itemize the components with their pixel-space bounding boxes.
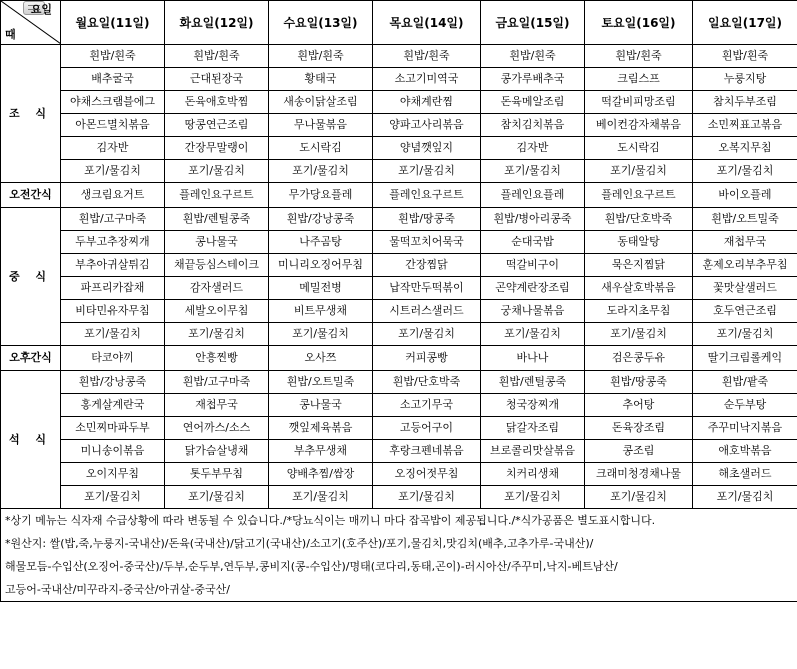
menu-item: 세발오이무침	[165, 300, 269, 323]
menu-item: 딸기크림롤케익	[693, 346, 797, 371]
day-header: 화요일(12일)	[165, 1, 269, 45]
menu-item: 포기/물김치	[269, 160, 373, 183]
menu-item: 흰밥/오트밀죽	[693, 208, 797, 231]
menu-item: 호두연근조림	[693, 300, 797, 323]
menu-item: 검은콩두유	[585, 346, 693, 371]
menu-item: 청국장찌개	[481, 394, 585, 417]
meal-label: 오후간식	[1, 346, 61, 371]
menu-item: 애호박볶음	[693, 440, 797, 463]
menu-item: 깻잎제육볶음	[269, 417, 373, 440]
menu-item: 파프리카잡채	[61, 277, 165, 300]
menu-item: 포기/물김치	[481, 323, 585, 346]
menu-item: 플레인요구르트	[585, 183, 693, 208]
menu-item: 새우살호박볶음	[585, 277, 693, 300]
menu-item: 참치김치볶음	[481, 114, 585, 137]
menu-item: 궁채나물볶음	[481, 300, 585, 323]
menu-row	[1, 371, 797, 394]
menu-item: 포기/물김치	[585, 486, 693, 509]
menu-row	[1, 160, 797, 183]
menu-item: 닭갈자조림	[481, 417, 585, 440]
menu-row	[1, 45, 797, 68]
note-row	[1, 509, 797, 533]
menu-item: 콩조림	[585, 440, 693, 463]
menu-item: 플레인요구르트	[373, 183, 481, 208]
menu-item: 흰밥/흰죽	[693, 45, 797, 68]
meal-label: 중 식	[1, 208, 61, 346]
menu-item: 포기/물김치	[693, 323, 797, 346]
menu-item: 플레인요플레	[481, 183, 585, 208]
menu-item: 플레인요구르트	[165, 183, 269, 208]
menu-row	[1, 394, 797, 417]
menu-item: 포기/물김치	[269, 486, 373, 509]
menu-item: 흰밥/강낭콩죽	[269, 208, 373, 231]
menu-item: 포기/물김치	[693, 486, 797, 509]
menu-item: 고등어구이	[373, 417, 481, 440]
menu-item: 미니송이볶음	[61, 440, 165, 463]
meal-label: 조 식	[1, 45, 61, 183]
note-text: *원산지: 쌀(밥,죽,누룽지-국내산)/돈육(국내산)/닭고기(국내산)/소고기(호주산)/포기,물김치,맛김치(배추,고추가루-국내산)/	[1, 532, 797, 555]
menu-item: 흰밥/흰죽	[481, 45, 585, 68]
menu-item: 포기/물김치	[61, 323, 165, 346]
menu-item: 양배추찜/쌈장	[269, 463, 373, 486]
menu-item: 비트무생채	[269, 300, 373, 323]
menu-row	[1, 417, 797, 440]
day-header: 월요일(11일)	[61, 1, 165, 45]
menu-item: 김자반	[481, 137, 585, 160]
menu-item: 흰밥/흰죽	[269, 45, 373, 68]
menu-item: 브로콜리맛살볶음	[481, 440, 585, 463]
menu-item: 타코야끼	[61, 346, 165, 371]
menu-item: 간장무말랭이	[165, 137, 269, 160]
menu-item: 야채스크램블에그	[61, 91, 165, 114]
menu-item: 시트러스샐러드	[373, 300, 481, 323]
menu-item: 흰밥/땅콩죽	[373, 208, 481, 231]
menu-item: 바나나	[481, 346, 585, 371]
menu-item: 포기/물김치	[585, 323, 693, 346]
menu-item: 김자반	[61, 137, 165, 160]
meal-label: 석 식	[1, 371, 61, 509]
menu-item: 떡갈비피망조림	[585, 91, 693, 114]
menu-item: 소민찌마파두부	[61, 417, 165, 440]
menu-item: 오사쯔	[269, 346, 373, 371]
menu-item: 베이컨감자채볶음	[585, 114, 693, 137]
menu-item: 떡갈비구이	[481, 254, 585, 277]
menu-item: 포기/물김치	[165, 160, 269, 183]
menu-item: 포기/물김치	[373, 486, 481, 509]
header-row	[1, 1, 797, 45]
menu-item: 도시락김	[269, 137, 373, 160]
menu-item: 감자샐러드	[165, 277, 269, 300]
menu-item: 크림스프	[585, 68, 693, 91]
menu-item: 소고기미역국	[373, 68, 481, 91]
menu-item: 톳두부무침	[165, 463, 269, 486]
menu-item: 동태알탕	[585, 231, 693, 254]
menu-row	[1, 208, 797, 231]
menu-item: 커피콩빵	[373, 346, 481, 371]
menu-item: 소민찌표고볶음	[693, 114, 797, 137]
menu-item: 땅콩연근조림	[165, 114, 269, 137]
menu-item: 흰밥/땅콩죽	[585, 371, 693, 394]
menu-item: 납작만두떡볶이	[373, 277, 481, 300]
corner-cell	[1, 1, 61, 45]
menu-item: 바이오플레	[693, 183, 797, 208]
menu-item: 참치두부조림	[693, 91, 797, 114]
menu-row	[1, 300, 797, 323]
menu-item: 후랑크펜네볶음	[373, 440, 481, 463]
menu-item: 연어까스/소스	[165, 417, 269, 440]
note-row	[1, 532, 797, 555]
note-row	[1, 578, 797, 602]
menu-item: 오이지무침	[61, 463, 165, 486]
note-text: 고등어-국내산/미꾸라지-중국산/아귀살-중국산/	[1, 578, 797, 602]
menu-item: 오복지무침	[693, 137, 797, 160]
menu-item: 안흥찐빵	[165, 346, 269, 371]
menu-item: 포기/물김치	[585, 160, 693, 183]
menu-item: 양파고사리볶음	[373, 114, 481, 137]
menu-item: 포기/물김치	[165, 486, 269, 509]
meal-label: 오전간식	[1, 183, 61, 208]
menu-row	[1, 231, 797, 254]
menu-item: 무나물볶음	[269, 114, 373, 137]
menu-item: 포기/물김치	[269, 323, 373, 346]
menu-item: 부추무생채	[269, 440, 373, 463]
menu-item: 순대국밥	[481, 231, 585, 254]
menu-row	[1, 254, 797, 277]
menu-item: 양념깻잎지	[373, 137, 481, 160]
day-header: 목요일(14일)	[373, 1, 481, 45]
menu-item: 근대된장국	[165, 68, 269, 91]
menu-row	[1, 323, 797, 346]
menu-item: 포기/물김치	[693, 160, 797, 183]
menu-item: 꽃맛살샐러드	[693, 277, 797, 300]
menu-item: 미니리오징어무침	[269, 254, 373, 277]
menu-item: 야채계란찜	[373, 91, 481, 114]
menu-item: 훈제오리부추무침	[693, 254, 797, 277]
corner-day-label: 요일	[30, 3, 52, 16]
menu-row	[1, 183, 797, 208]
menu-item: 흰밥/고구마죽	[61, 208, 165, 231]
menu-item: 흰밥/흰죽	[373, 45, 481, 68]
menu-row	[1, 137, 797, 160]
menu-row	[1, 440, 797, 463]
day-header: 금요일(15일)	[481, 1, 585, 45]
menu-row	[1, 114, 797, 137]
menu-item: 포기/물김치	[373, 323, 481, 346]
menu-item: 돈육메알조림	[481, 91, 585, 114]
corner-time-label: 때	[5, 28, 16, 41]
menu-item: 흰밥/흰죽	[61, 45, 165, 68]
menu-item: 소고기무국	[373, 394, 481, 417]
menu-item: 곤약계란장조림	[481, 277, 585, 300]
menu-item: 순두부탕	[693, 394, 797, 417]
menu-item: 묵은지찜닭	[585, 254, 693, 277]
menu-item: 누룽지탕	[693, 68, 797, 91]
menu-item: 포기/물김치	[481, 160, 585, 183]
menu-item: 흰밥/단호박죽	[373, 371, 481, 394]
menu-item: 포기/물김치	[61, 160, 165, 183]
menu-item: 포기/물김치	[61, 486, 165, 509]
menu-item: 흰밥/단호박죽	[585, 208, 693, 231]
menu-item: 재첩무국	[693, 231, 797, 254]
menu-item: 포기/물김치	[373, 160, 481, 183]
menu-row	[1, 346, 797, 371]
menu-row	[1, 277, 797, 300]
menu-item: 간장찜닭	[373, 254, 481, 277]
menu-item: 해초샐러드	[693, 463, 797, 486]
menu-item: 돈육애호박찜	[165, 91, 269, 114]
menu-item: 흰밥/렌틸콩죽	[165, 208, 269, 231]
menu-item: 재첩무국	[165, 394, 269, 417]
menu-row	[1, 91, 797, 114]
menu-row	[1, 463, 797, 486]
menu-item: 오징어젓무침	[373, 463, 481, 486]
menu-item: 비타민유자무침	[61, 300, 165, 323]
menu-item: 치커리생채	[481, 463, 585, 486]
menu-row	[1, 68, 797, 91]
menu-item: 흰밥/병아리콩죽	[481, 208, 585, 231]
menu-item: 닭가슴살냉채	[165, 440, 269, 463]
menu-item: 포기/물김치	[481, 486, 585, 509]
menu-item: 생크림요거트	[61, 183, 165, 208]
menu-item: 무가당요플레	[269, 183, 373, 208]
menu-item: 도라지초무침	[585, 300, 693, 323]
note-text: 해물모듬-수입산(오징어-중국산)/두부,순두부,연두부,콩비지(콩-수입산)/명태(코다리,동태,곤이)-러시아산/주꾸미,낙지-베트남산/	[1, 555, 797, 578]
menu-item: 돈육장조림	[585, 417, 693, 440]
menu-item: 포기/물김치	[165, 323, 269, 346]
menu-item: 콩나물국	[165, 231, 269, 254]
menu-item: 흰밥/오트밀죽	[269, 371, 373, 394]
note-row	[1, 555, 797, 578]
menu-item: 흰밥/고구마죽	[165, 371, 269, 394]
menu-item: 새송이닭살조림	[269, 91, 373, 114]
menu-item: 크래미청경채나물	[585, 463, 693, 486]
menu-item: 콩가루배추국	[481, 68, 585, 91]
menu-item: 물떡꼬치어묵국	[373, 231, 481, 254]
menu-item: 추어탕	[585, 394, 693, 417]
menu-item: 콩나물국	[269, 394, 373, 417]
menu-item: 아몬드멸치볶음	[61, 114, 165, 137]
day-header: 토요일(16일)	[585, 1, 693, 45]
menu-item: 채끝등심스테이크	[165, 254, 269, 277]
note-text: *상기 메뉴는 식자재 수급상황에 따라 변동될 수 있습니다./*당뇨식이는 매끼니 마다 잡곡밥이 제공됩니다./*식가공품은 별도표시합니다.	[1, 509, 797, 533]
menu-item: 흰밥/강낭콩죽	[61, 371, 165, 394]
menu-item: 주꾸미낙지볶음	[693, 417, 797, 440]
menu-item: 두부고추장찌개	[61, 231, 165, 254]
menu-item: 흰밥/흰죽	[585, 45, 693, 68]
menu-item: 홍게살계란국	[61, 394, 165, 417]
menu-row	[1, 486, 797, 509]
menu-item: 배추굴국	[61, 68, 165, 91]
day-header: 일요일(17일)	[693, 1, 797, 45]
menu-item: 흰밥/팥죽	[693, 371, 797, 394]
menu-item: 메밀전병	[269, 277, 373, 300]
menu-item: 황태국	[269, 68, 373, 91]
menu-item: 부추아귀살튀김	[61, 254, 165, 277]
menu-item: 도시락김	[585, 137, 693, 160]
menu-item: 나주곰탕	[269, 231, 373, 254]
day-header: 수요일(13일)	[269, 1, 373, 45]
menu-item: 흰밥/흰죽	[165, 45, 269, 68]
menu-item: 흰밥/렌틸콩죽	[481, 371, 585, 394]
